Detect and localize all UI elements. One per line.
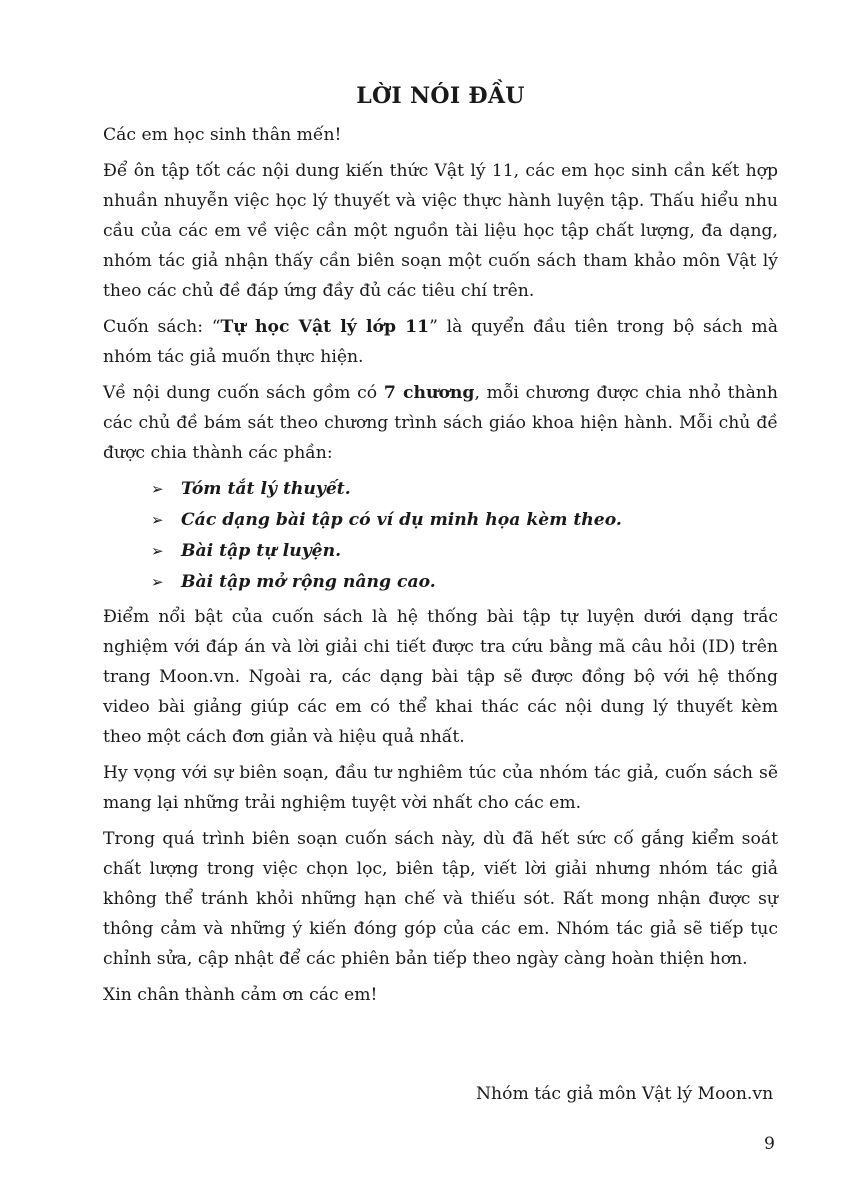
preface-page: [103, 80, 778, 1016]
list-item-text: Tóm tắt lý thuyết.: [181, 479, 351, 499]
list-item: [151, 505, 778, 536]
paragraph-hope-text: Hy vọng với sự biên soạn, đầu tư nghiêm túc của nhóm tác giả, cuốn sách sẽ mang lại những trải nghiệm tuyệt vời nhất cho các em.: [103, 763, 778, 813]
paragraph-highlights-text: Điểm nổi bật của cuốn sách là hệ thống bài tập tự luyện dưới dạng trắc nghiệm với đáp án và lời giải chi tiết được tra cứu bằng mã câu hỏi (ID) trên trang Moon.vn. Ngoài ra, các dạng bài tập sẽ được đồng bộ với hệ thống video bài giảng giúp các em có thể khai thác các nội dung lý thuyết kèm theo một cách đơn giản và hiệu quả nhất.: [103, 607, 778, 747]
section-parts-list: [103, 474, 778, 598]
book-title-prefix: Cuốn sách: “: [103, 317, 221, 337]
paragraph-hope: [103, 758, 778, 818]
paragraph-highlights: [103, 602, 778, 752]
content-prefix: Về nội dung cuốn sách gồm có: [103, 383, 384, 403]
list-item-text: Các dạng bài tập có ví dụ minh họa kèm theo.: [181, 510, 622, 530]
paragraph-intro-text: Để ôn tập tốt các nội dung kiến thức Vật lý 11, các em học sinh cần kết hợp nhuần nhuyễn việc học lý thuyết và việc thực hành luyện tập. Thấu hiểu nhu cầu của các em về việc cần một nguồn tài liệu học tập chất lượng, đa dạng, nhóm tác giả nhận thấy cần biên soạn một cuốn sách tham khảo môn Vật lý theo các chủ đề đáp ứng đầy đủ các tiêu chí trên.: [103, 161, 778, 301]
content-suffix: , mỗi chương được chia nhỏ thành các chủ đề bám sát theo chương trình sách giáo khoa hiện hành. Mỗi chủ đề được chia thành các phần:: [103, 383, 778, 463]
arrow-bullet-icon: ➢: [151, 511, 164, 529]
paragraph-limitations: [103, 824, 778, 974]
arrow-bullet-icon: ➢: [151, 542, 164, 560]
list-item: [151, 536, 778, 567]
list-item: [151, 567, 778, 598]
paragraph-content: [103, 378, 778, 468]
closing-text: Xin chân thành cảm ơn các em!: [103, 985, 378, 1005]
greeting: [103, 120, 778, 150]
book-title: Tự học Vật lý lớp 11: [220, 317, 430, 337]
list-item-text: Bài tập mở rộng nâng cao.: [181, 572, 436, 592]
closing-line: [103, 980, 778, 1010]
chapter-count: 7 chương: [383, 383, 475, 403]
arrow-bullet-icon: ➢: [151, 480, 164, 498]
author-signature: Nhóm tác giả môn Vật lý Moon.vn: [476, 1084, 774, 1104]
list-item: [151, 474, 778, 505]
paragraph-intro: [103, 156, 778, 306]
book-title-suffix: ” là quyển đầu tiên trong bộ sách mà nhóm tác giả muốn thực hiện.: [103, 317, 778, 367]
page-number: 9: [764, 1134, 775, 1154]
paragraph-book-title: [103, 312, 778, 372]
greeting-text: Các em học sinh thân mến!: [103, 125, 342, 145]
list-item-text: Bài tập tự luyện.: [181, 541, 342, 561]
arrow-bullet-icon: ➢: [151, 573, 164, 591]
page-title: LỜI NÓI ĐẦU: [356, 83, 525, 109]
paragraph-limitations-text: Trong quá trình biên soạn cuốn sách này, dù đã hết sức cố gắng kiểm soát chất lượng trong việc chọn lọc, biên tập, viết lời giải nhưng nhóm tác giả không thể tránh khỏi những hạn chế và thiếu sót. Rất mong nhận được sự thông cảm và những ý kiến đóng góp của các em. Nhóm tác giả sẽ tiếp tục chỉnh sửa, cập nhật để các phiên bản tiếp theo ngày càng hoàn thiện hơn.: [103, 829, 778, 969]
